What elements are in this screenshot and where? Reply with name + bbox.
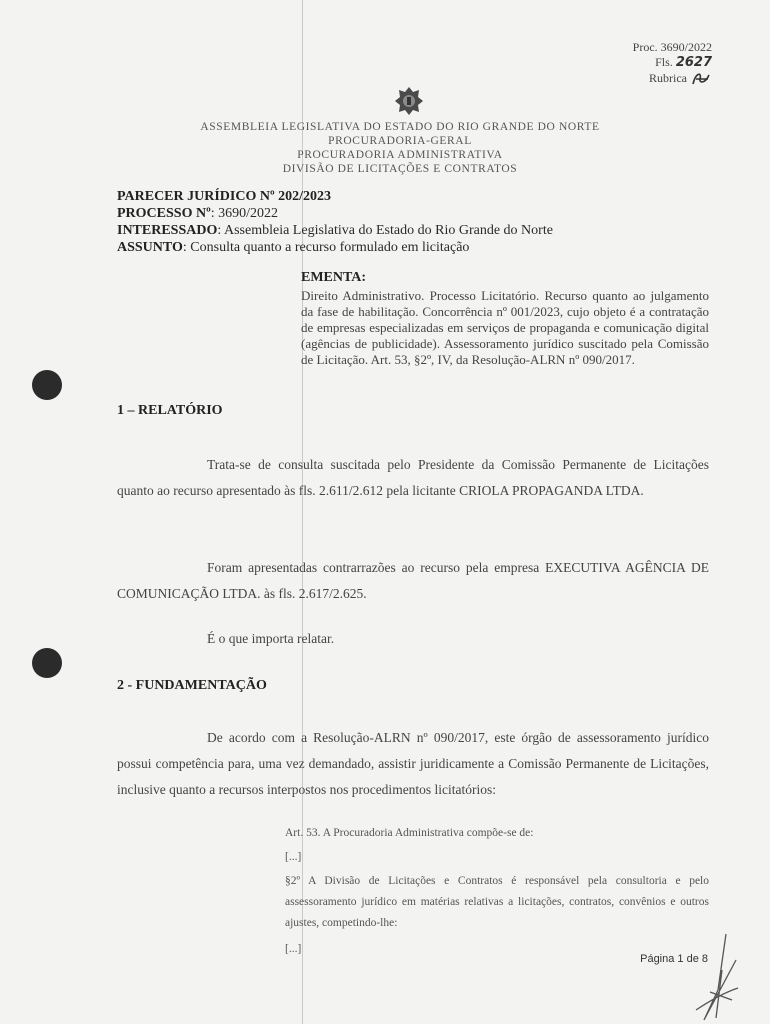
assunto-value: : Consulta quanto a recurso formulado em licitação xyxy=(182,240,470,255)
header-line: PROCURADORIA-GERAL xyxy=(328,135,472,147)
assunto-label: ASSUNTO xyxy=(117,240,183,255)
interessado-value: : Assembleia Legislativa do Estado do Rio Grande do Norte xyxy=(217,223,553,238)
quote-line: [...] xyxy=(285,851,302,863)
header-line: PROCURADORIA ADMINISTRATIVA xyxy=(297,149,503,161)
processo-label: PROCESSO Nº xyxy=(117,206,211,221)
quote-paragraph: §2º A Divisão de Licitações e Contratos é responsável pela consultoria e pelo assessoramento jurídico em matérias relativas a licitações, contratos, convênios e outros ajustes, competindo-lhe: xyxy=(285,875,709,929)
rubrica-signature-icon xyxy=(690,70,712,88)
ementa-heading: EMENTA: xyxy=(301,270,367,285)
header-line: DIVISÃO DE LICITAÇÕES E CONTRATOS xyxy=(282,163,518,175)
stamp-fls-value: 2627 xyxy=(675,55,712,70)
stamp-proc: Proc. 3690/2022 xyxy=(632,40,712,54)
protocol-stamp xyxy=(633,40,712,88)
relatorio-paragraph: Trata-se de consulta suscitada pelo Presidente da Comissão Permanente de Licitações quanto ao recurso apresentado às fls. 2.611/2.612 pela licitante CRIOLA PROPAGANDA LTDA. xyxy=(117,457,709,498)
ementa-text: Direito Administrativo. Processo Licitatório. Recurso quanto ao julgamento da fase de habilitação. Concorrência nº 001/2023, cujo objeto é a contratação de empresas especializadas em serviços de propaganda e comunicação digital (agências de publicidade). Assessoramento jurídico suscitado pela Comissão de Licitação. Art. 53, §2º, IV, da Resolução-ALRN nº 090/2017. xyxy=(301,288,709,367)
page-number: Página 1 de 8 xyxy=(640,953,708,965)
ementa-block xyxy=(301,270,709,368)
relatorio-heading: 1 – RELATÓRIO xyxy=(117,403,223,418)
relatorio-paragraph: É o que importa relatar. xyxy=(207,631,335,646)
header-line: ASSEMBLEIA LEGISLATIVA DO ESTADO DO RIO GRANDE DO NORTE xyxy=(200,121,600,133)
parecer-title: PARECER JURÍDICO Nº 202/2023 xyxy=(117,189,331,204)
fundamentacao-heading: 2 - FUNDAMENTAÇÃO xyxy=(117,678,267,693)
state-coat-of-arms-icon xyxy=(392,84,426,118)
stamp-rubrica-label: Rubrica xyxy=(649,70,687,85)
quote-line: Art. 53. A Procuradoria Administrativa compõe-se de: xyxy=(285,827,534,839)
handwritten-signature xyxy=(686,930,746,1024)
punch-hole xyxy=(32,370,62,400)
document-meta xyxy=(117,188,677,256)
interessado-label: INTERESSADO xyxy=(117,223,218,238)
quote-line: [...] xyxy=(285,943,302,955)
punch-hole xyxy=(32,648,62,678)
relatorio-paragraph: Foram apresentadas contrarrazões ao recurso pela empresa EXECUTIVA AGÊNCIA DE COMUNICAÇÃO LTDA. às fls. 2.617/2.625. xyxy=(117,560,709,601)
stamp-rubrica xyxy=(633,70,712,88)
stamp-fls-label: Fls. xyxy=(655,55,673,69)
stamp-fls xyxy=(633,55,712,70)
institution-header xyxy=(130,120,670,176)
processo-value: : 3690/2022 xyxy=(210,206,278,221)
fundamentacao-paragraph: De acordo com a Resolução-ALRN nº 090/2017, este órgão de assessoramento jurídico possui competência para, uma vez demandado, assistir juridicamente a Comissão Permanente de Licitações, inclusive quanto a recursos interpostos nos procedimentos licitatórios: xyxy=(117,730,709,797)
